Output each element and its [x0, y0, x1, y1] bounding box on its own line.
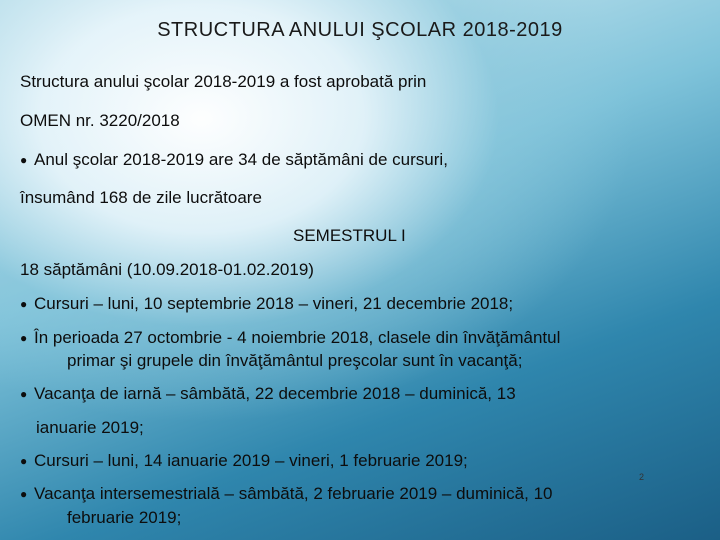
list-item-text: Vacanţa intersemestrială – sâmbătă, 2 februarie 2019 – duminică, 10: [34, 484, 553, 503]
summary-line: [20, 150, 448, 170]
list-item: [20, 451, 468, 471]
list-item: [20, 484, 552, 504]
list-item-continuation: ianuarie 2019;: [36, 418, 144, 437]
page-number: 2: [639, 472, 645, 482]
list-item-continuation: februarie 2019;: [67, 508, 182, 527]
list-item: [20, 384, 516, 404]
list-item-text: Vacanţa de iarnă – sâmbătă, 22 decembrie 2018 – duminică, 13: [34, 384, 516, 403]
list-item: [20, 328, 560, 348]
bullet-icon: ●: [20, 153, 28, 167]
bullet-icon: ●: [20, 487, 28, 501]
bullet-icon: ●: [20, 331, 28, 345]
slide-title: STRUCTURA ANULUI ŞCOLAR 2018-2019: [157, 19, 563, 41]
summary-line: însumând 168 de zile lucrătoare: [20, 188, 262, 207]
list-item: [20, 294, 513, 314]
list-item-continuation: primar şi grupele din învăţământul preşcolar sunt în vacanţă;: [67, 351, 523, 370]
summary-text: Anul şcolar 2018-2019 are 34 de săptămâni de cursuri,: [34, 150, 448, 169]
list-item-text: Cursuri – luni, 10 septembrie 2018 – vineri, 21 decembrie 2018;: [34, 294, 514, 313]
intro-line: OMEN nr. 3220/2018: [20, 111, 180, 130]
bullet-icon: ●: [20, 387, 28, 401]
bullet-icon: ●: [20, 454, 28, 468]
list-item-text: Cursuri – luni, 14 ianuarie 2019 – vineri, 1 februarie 2019;: [34, 451, 468, 470]
list-item-text: În perioada 27 octombrie - 4 noiembrie 2018, clasele din învăţământul: [34, 328, 561, 347]
semester-weeks: 18 săptămâni (10.09.2018-01.02.2019): [20, 260, 314, 279]
bullet-icon: ●: [20, 297, 28, 311]
semester-heading: SEMESTRUL I: [293, 226, 406, 245]
intro-line: Structura anului şcolar 2018-2019 a fost aprobată prin: [20, 72, 427, 91]
